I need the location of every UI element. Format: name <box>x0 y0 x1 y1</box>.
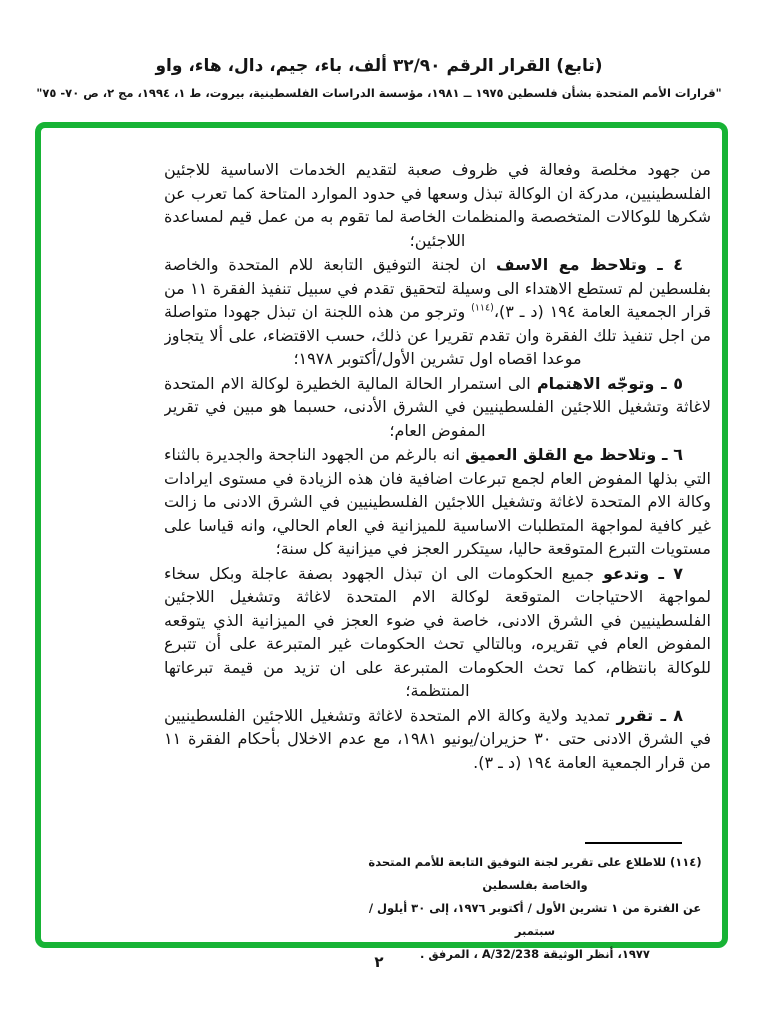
green-highlight-frame <box>35 122 728 961</box>
paragraph-6 <box>164 443 711 561</box>
paragraph-4-text-continued: وترجو من هذه اللجنة ان تبذل جهودا متواصلة من اجل تنفيذ تلك الفقرة وان تقدم تقريرا عن ذلك، حسب الاقتضاء، على ألا يتجاوز موعدا اقصاه اول تشرين الأول/أكتوبر ١٩٧٨؛ <box>164 302 711 368</box>
paragraph-5-lead: ٥ ـ وتوجّه الاهتمام <box>536 373 684 393</box>
footnote-line-2: عن الفترة من ١ تشرين الأول / أكتوبر ١٩٧٦، إلى ٣٠ أيلول / سبتمبر <box>368 901 702 938</box>
paragraph-6-lead: ٦ ـ وتلاحظ مع القلق العميق <box>465 445 683 464</box>
footnote-line-3: ١٩٧٧، أنظر الوثيقة A/32/238 ، المرفق . <box>420 947 650 961</box>
footnote-block <box>358 842 712 966</box>
document-source-citation: "قرارات الأمم المتحدة بشأن فلسطين ١٩٧٥ ــ ١٩٨١، مؤسسة الدراسات الفلسطينية، بيروت، ط ١، ١٩٩٤، مج ٢، ص ٧٠- ٧٥" <box>36 86 722 100</box>
paragraph-4-text: ان لجنة التوفيق التابعة للام المتحدة والخاصة بفلسطين لم تستطع الاهتداء الى وسيلة لتحقيق تقدم في سبيل تنفيذ الفقرة ١١ من قرار الجمعية العامة ١٩٤ (د ـ ٣)، <box>164 255 711 321</box>
paragraph-7-lead: ٧ ـ وتدعو <box>603 563 684 583</box>
resolution-text <box>164 158 711 775</box>
paragraph-8-text: تمديد ولاية وكالة الام المتحدة لاغاثة وتشغيل اللاجئين الفلسطينيين في الشرق الادنى حتى ٣٠ حزيران/يونيو ١٩٨١، مع عدم الاخلال بأحكام الفقرة ١١ من قرار الجمعية العامة ١٩٤ (د ـ ٣). <box>164 705 711 772</box>
paragraph-7 <box>164 562 711 703</box>
paragraph-6-text: انه بالرغم من الجهود الناجحة والجديرة بالثناء التي بذلها المفوض العام لجمع تبرعات اضافية فان هذه الزيادة في مستوى ايرادات وكالة الام المتحدة لاغاثة وتشغيل اللاجئين الفلسطينيين في الشرق الادنى ما زالت غير كافية لمواجهة المتطلبات الاساسية للميزانية في العام الحالي، وانه قياسا على مستويات التبرع المتوقعة حاليا، سيتكرر العجز في ميزانية كل سنة؛ <box>164 445 711 558</box>
paragraph-continuation <box>164 158 711 252</box>
footnote-reference-114: (١١٤) <box>471 302 494 314</box>
document-title: (تابع) القرار الرقم ٣٢/٩٠ ألف، باء، جيم، دال، هاء، واو <box>155 56 603 76</box>
paragraph-text: من جهود مخلصة وفعالة في ظروف صعبة لتقديم الخدمات الاساسية للاجئين الفلسطينيين، مدركة ان الوكالة تبذل وسعها في حدود الموارد المتاحة كما تعرب عن شكرها للوكالات المتخصصة والمنظمات الخاصة لما تقوم به من عمل قيم لمساعدة اللاجئين؛ <box>164 160 711 250</box>
page-number: ٢ <box>374 953 384 971</box>
footnote-separator-rule <box>585 842 682 844</box>
paragraph-8 <box>164 704 711 775</box>
paragraph-7-text: جميع الحكومات الى ان تبذل الجهود بصفة عاجلة وبكل سخاء لمواجهة الاحتياجات المتوقعة لوكالة الام المتحدة لاغاثة وتشغيل اللاجئين الفلسطينيين في الشرق الادنى، خاصة في ضوء العجز في الميزانية الذي يتوقعه المفوض العام في تقريره، وبالتالي تحث الحكومات غير المتبرعة على أن تتبرع للوكالة بانتظام، كما تحث الحكومات المتبرعة على ان تزيد من قيمة تبرعاتها المنتظمة؛ <box>164 563 711 700</box>
paragraph-4-lead: ٤ ـ وتلاحظ مع الاسف <box>496 255 683 274</box>
paragraph-5 <box>164 372 711 443</box>
paragraph-4 <box>164 253 711 371</box>
document-header <box>0 56 758 100</box>
paragraph-5-text: الى استمرار الحالة المالية الخطيرة لوكالة الام المتحدة لاغاثة وتشغيل اللاجئين الفلسطينيين في الشرق الأدنى، حسبما هو مبين في تقرير المفوض العام؛ <box>164 373 711 440</box>
footnote-line-1: (١١٤) للاطلاع على تقرير لجنة التوفيق التابعة للأمم المتحدة والخاصة بفلسطين <box>368 855 702 892</box>
paragraph-8-lead: ٨ ـ تقرر <box>616 705 683 725</box>
